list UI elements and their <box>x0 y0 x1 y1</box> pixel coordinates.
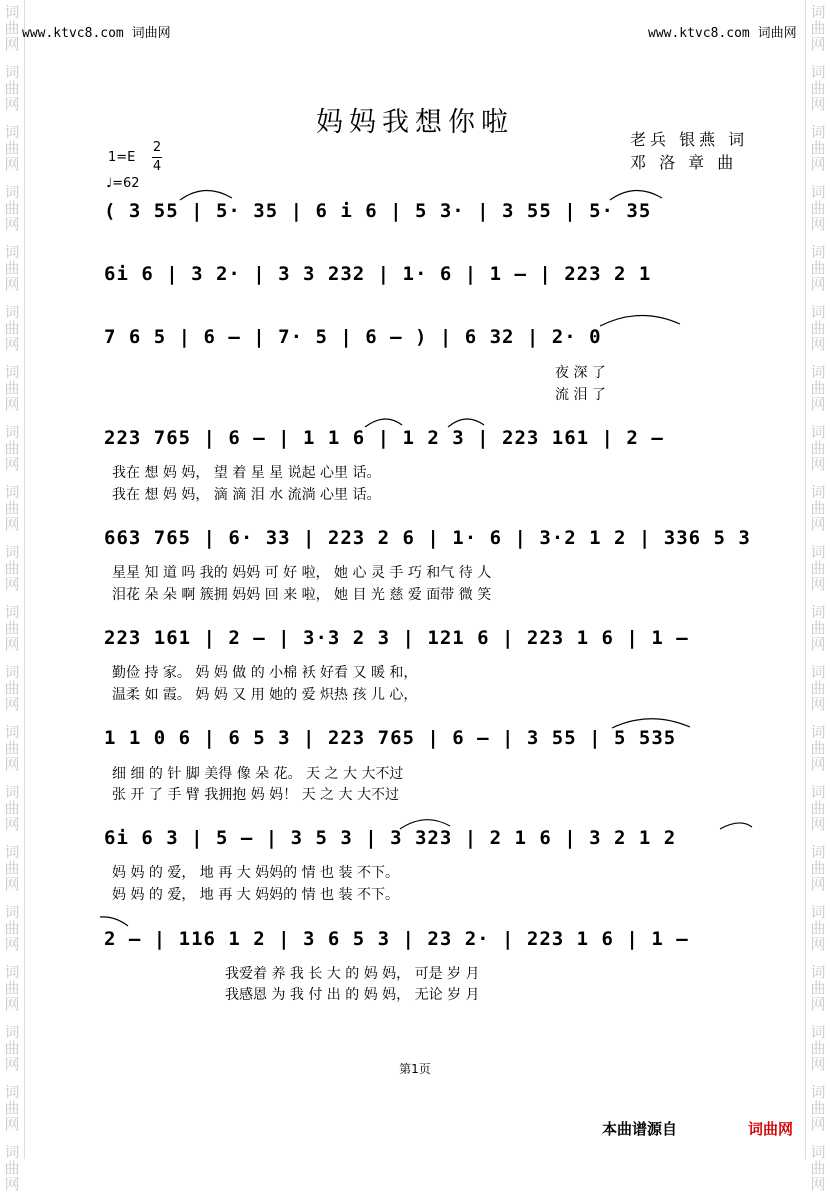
side-watermark-text: 词 曲 网 <box>4 843 20 893</box>
score-line-7-notes: 1 1 0 6 | 6 5 3 | 223 765 | 6 – | 3 55 | 5 535 <box>104 727 677 749</box>
quarter-note-icon: ♩ <box>106 176 113 191</box>
side-watermark-text: 词 曲 网 <box>810 903 826 953</box>
side-watermark-text: 词 曲 网 <box>4 783 20 833</box>
page-number: 第1页 <box>399 1062 431 1076</box>
score-line-5-lyrics-2: 泪花 朵 朵 啊 簇拥 妈妈 回 来 啦， 她 目 光 慈 爱 面带 微 笑 <box>112 587 492 603</box>
song-title: 妈妈我想你啦 <box>316 107 514 138</box>
side-watermark-text: 词 曲 网 <box>810 363 826 413</box>
score-line-2-notes: 6i 6 | 3 2· | 3 3 232 | 1· 6 | 1 – | 223 2 1 <box>104 263 652 285</box>
side-watermark-text: 词 曲 网 <box>810 1023 826 1073</box>
score-line-8-notes: 6i 6 3 | 5 – | 3 5 3 | 3 323 | 2 1 6 | 3 2 1 2 <box>104 827 677 849</box>
side-watermark-text: 词 曲 网 <box>4 243 20 293</box>
side-watermark-text: 词 曲 网 <box>810 1143 826 1193</box>
side-watermark-text: 词 曲 网 <box>810 63 826 113</box>
side-watermark-text: 词 曲 网 <box>810 3 826 53</box>
key-signature: 1=E <box>108 150 136 165</box>
tempo-marking: ♩=62 <box>106 176 140 191</box>
score-line-9-notes: 2 – | 116 1 2 | 3 6 5 3 | 23 2· | 223 1 6 | 1 – <box>104 928 689 950</box>
side-watermark-text: 词 曲 网 <box>810 303 826 353</box>
side-watermark-text: 词 曲 网 <box>4 603 20 653</box>
score-line-8-lyrics-2: 妈 妈 的 爱， 地 再 大 妈妈的 情 也 装 不下。 <box>112 887 399 903</box>
side-watermark-text: 词 曲 网 <box>810 663 826 713</box>
side-watermark-text: 词 曲 网 <box>4 663 20 713</box>
source-label: 本曲谱源自 <box>602 1120 678 1138</box>
slur <box>100 917 128 926</box>
side-watermark-text: 词 曲 网 <box>4 183 20 233</box>
side-watermark-text: 词 曲 网 <box>4 903 20 953</box>
score-line-6-notes: 223 161 | 2 – | 3·3 2 3 | 121 6 | 223 1 6 | 1 – <box>104 627 689 649</box>
slur <box>612 719 690 728</box>
side-watermark-text: 词 曲 网 <box>810 243 826 293</box>
side-watermark-text: 词 曲 网 <box>810 843 826 893</box>
source-site-link[interactable]: 词曲网 <box>748 1120 794 1138</box>
side-watermark-text: 词 曲 网 <box>810 1083 826 1133</box>
side-watermark-text: 词 曲 网 <box>810 483 826 533</box>
score-line-1-notes: ( 3 55 | 5· 35 | 6 i 6 | 5 3· | 3 55 | 5· 35 <box>104 200 652 222</box>
slur <box>610 190 662 200</box>
score-line-7-lyrics-2: 张 开 了 手 臂 我拥抱 妈 妈！ 天 之 大 大不过 <box>112 787 399 803</box>
site-watermark-right[interactable]: www.ktvc8.com 词曲网 <box>648 26 797 41</box>
composer-credit: 邓 洛 章 曲 <box>630 153 738 172</box>
score-line-8-lyrics-1: 妈 妈 的 爱， 地 再 大 妈妈的 情 也 装 不下。 <box>112 865 399 881</box>
side-watermark-text: 词 曲 网 <box>810 543 826 593</box>
side-watermark-text: 词 曲 网 <box>4 483 20 533</box>
slur <box>365 419 402 427</box>
score-line-4-lyrics-2: 我在 想 妈 妈， 滴 滴 泪 水 流淌 心里 话。 <box>112 487 381 503</box>
side-watermark-text: 词 曲 网 <box>810 423 826 473</box>
score-line-7-lyrics-1: 细 细 的 针 脚 美得 像 朵 花。 天 之 大 大不过 <box>112 766 404 782</box>
side-watermark-text: 词 曲 网 <box>810 783 826 833</box>
side-watermark-text: 词 曲 网 <box>810 603 826 653</box>
side-watermark-text: 词 曲 网 <box>4 723 20 773</box>
lyricist-credit: 老兵 银燕 词 <box>630 130 749 149</box>
side-watermark-text: 词 曲 网 <box>4 63 20 113</box>
side-watermark-text: 词 曲 网 <box>4 303 20 353</box>
side-watermark-text: 词 曲 网 <box>4 123 20 173</box>
side-watermark-text: 词 曲 网 <box>4 3 20 53</box>
slur <box>180 190 232 200</box>
score-line-4-notes: 223 765 | 6 – | 1 1 6 | 1 2 3 | 223 161 | 2 – <box>104 427 664 449</box>
site-watermark-left[interactable]: www.ktvc8.com 词曲网 <box>22 26 171 41</box>
score-line-4-lyrics-1: 我在 想 妈 妈， 望 着 星 星 说起 心里 话。 <box>112 465 381 481</box>
side-watermark-text: 词 曲 网 <box>4 963 20 1013</box>
slur <box>448 419 484 427</box>
side-watermark-text: 词 曲 网 <box>4 543 20 593</box>
side-watermark-text: 词 曲 网 <box>4 363 20 413</box>
slur <box>400 820 450 829</box>
score-line-5-notes: 663 765 | 6· 33 | 223 2 6 | 1· 6 | 3·2 1 2 | 336 5 3 <box>104 527 751 549</box>
score-line-6-lyrics-2: 温柔 如 霞。 妈 妈 又 用 她的 爱 炽热 孩 儿 心， <box>112 687 418 703</box>
time-numerator: 2 <box>152 140 162 155</box>
time-denominator: 4 <box>152 159 162 174</box>
score-line-6-lyrics-1: 勤俭 持 家。 妈 妈 做 的 小棉 袄 好看 又 暖 和， <box>112 665 418 681</box>
score-line-3-lyrics-1: 夜 深 了 <box>555 365 606 381</box>
slur <box>600 315 680 326</box>
side-watermark-text: 词 曲 网 <box>810 723 826 773</box>
side-watermark-text: 词 曲 网 <box>810 963 826 1013</box>
side-watermark-text: 词 曲 网 <box>810 183 826 233</box>
score-line-5-lyrics-1: 星星 知 道 吗 我的 妈妈 可 好 啦， 她 心 灵 手 巧 和气 待 人 <box>112 565 492 581</box>
score-line-3-notes: 7 6 5 | 6 – | 7· 5 | 6 – ) | 6 32 | 2· 0 <box>104 326 602 348</box>
side-watermark-text: 词 曲 网 <box>810 123 826 173</box>
score-line-9-lyrics-2: 我感恩 为 我 付 出 的 妈 妈， 无论 岁 月 <box>225 987 480 1003</box>
score-line-9-lyrics-1: 我爱着 养 我 长 大 的 妈 妈， 可是 岁 月 <box>225 966 480 982</box>
side-watermark-text: 词 曲 网 <box>4 1083 20 1133</box>
side-watermark-text: 词 曲 网 <box>4 423 20 473</box>
slur <box>720 823 752 829</box>
score-line-3-lyrics-2: 流 泪 了 <box>555 387 606 403</box>
side-watermark-text: 词 曲 网 <box>4 1023 20 1073</box>
side-watermark-text: 词 曲 网 <box>4 1143 20 1193</box>
